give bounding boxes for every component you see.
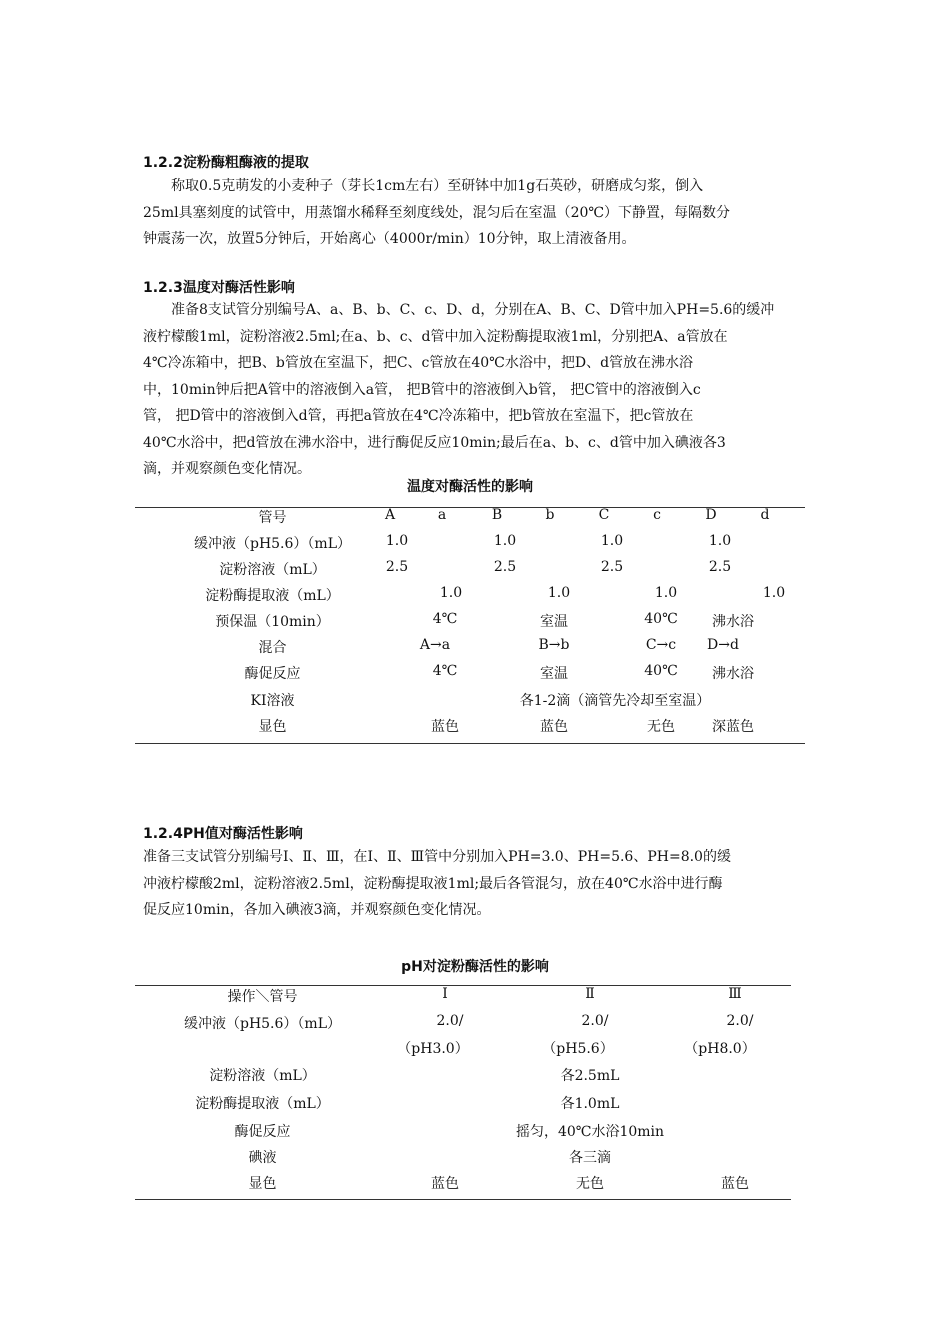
paragraph-1-2-2 bbox=[143, 173, 813, 253]
paragraph-line: 40℃水浴中，把d管放在沸水浴中，进行酶促反应10min;最后在a、b、c、d管中加入碘液各3 bbox=[143, 434, 726, 451]
table1-cell: 沸水浴 bbox=[712, 614, 754, 630]
paragraph-line: 称取0.5克萌发的小麦种子（芽长1cm左右）至研钵中加1g石英砂，研磨成匀浆，倒入 bbox=[143, 178, 704, 194]
table1-cell: 1.0 bbox=[654, 585, 678, 601]
table1-cell: 40℃ bbox=[644, 663, 678, 679]
table1-col-C: C bbox=[598, 507, 610, 523]
table2-buffer-label: 缓冲液（pH5.6）（mL） bbox=[183, 1016, 341, 1032]
table2-cell: 蓝色 bbox=[721, 1176, 749, 1192]
table1-cell: 2.5 bbox=[600, 559, 624, 575]
table1-cell: B→b bbox=[538, 637, 570, 653]
table2-cell: （pH3.0） bbox=[397, 1041, 469, 1057]
table1-cell: 1.0 bbox=[385, 533, 409, 549]
table2-caption: pH对淀粉酶活性的影响 bbox=[401, 959, 549, 975]
paragraph-line: 中，10min钟后把A管中的溶液倒入a管， 把B管中的溶液倒入b管， 把C管中的溶液倒入c bbox=[143, 381, 701, 398]
table1-cell: 2.5 bbox=[708, 559, 732, 575]
table1-cell: 无色 bbox=[647, 719, 675, 735]
table1-col-b: b bbox=[545, 507, 555, 523]
table2-enzyme-value: 各1.0mL bbox=[560, 1096, 620, 1112]
table1-col-A: A bbox=[384, 507, 396, 523]
table1-cell: D→d bbox=[707, 637, 739, 653]
paragraph-line: 管， 把D管中的溶液倒入d管，再把a管放在4℃冷冻箱中，把b管放在室温下，把c管放在 bbox=[143, 408, 694, 424]
paragraph-line: 准备8支试管分别编号A、a、B、b、C、c、D、d，分别在A、B、C、D管中加入PH=5.6的缓冲 bbox=[143, 302, 775, 318]
table1-col-a: a bbox=[437, 507, 447, 523]
table1-color-label: 显色 bbox=[258, 719, 287, 735]
table1-cell: 1.0 bbox=[762, 585, 786, 601]
table1-cell: 沸水浴 bbox=[712, 666, 754, 682]
table1-col-c: c bbox=[653, 507, 661, 523]
table2-iodine-value: 各三滴 bbox=[569, 1150, 611, 1166]
table1-cell: 室温 bbox=[540, 666, 568, 682]
table2-reaction-value: 摇匀，40℃水浴10min bbox=[515, 1124, 665, 1140]
paragraph-line: 冲液柠檬酸2ml，淀粉溶液2.5ml，淀粉酶提取液1ml;最后各管混匀，放在40℃水浴中进行酶 bbox=[143, 875, 723, 892]
table2-starch-value: 各2.5mL bbox=[560, 1068, 620, 1084]
table2-color-label: 显色 bbox=[248, 1176, 277, 1192]
table1-ki-value: 各1-2滴（滴管先冷却至室温） bbox=[519, 693, 711, 709]
paragraph-line: 准备三支试管分别编号Ⅰ、Ⅱ、Ⅲ，在Ⅰ、Ⅱ、Ⅲ管中分别加入PH=3.0、PH=5.6、PH=8.0的缓 bbox=[143, 849, 731, 865]
table1-col-D: D bbox=[705, 507, 717, 523]
table2-col-2: Ⅱ bbox=[585, 986, 595, 1002]
table2-cell: 2.0/ bbox=[726, 1013, 754, 1029]
table2-bottom-rule bbox=[135, 1199, 791, 1200]
table1-cell: 室温 bbox=[540, 614, 568, 630]
table1-cell: C→c bbox=[645, 637, 677, 653]
heading-1-2-2: 1.2.2淀粉酶粗酶液的提取 bbox=[143, 155, 309, 171]
heading-1-2-4: 1.2.4PH值对酶活性影响 bbox=[143, 826, 303, 842]
table2-col-3: Ⅲ bbox=[728, 986, 742, 1002]
table2-cell: 蓝色 bbox=[431, 1176, 459, 1192]
paragraph-line: 钟震荡一次，放置5分钟后，开始离心（4000r/min）10分钟，取上清液备用。 bbox=[143, 231, 636, 247]
table1-cell: 蓝色 bbox=[431, 719, 459, 735]
table2-iodine-label: 碘液 bbox=[248, 1150, 277, 1166]
table1-cell: 1.0 bbox=[547, 585, 571, 601]
table1-col-B: B bbox=[491, 507, 503, 523]
table1-cell: 4℃ bbox=[432, 611, 458, 627]
table1-bottom-rule bbox=[135, 743, 805, 744]
table1-cell: 2.5 bbox=[493, 559, 517, 575]
table2-header-label: 操作＼管号 bbox=[227, 989, 298, 1005]
table2-cell: 2.0/ bbox=[581, 1013, 609, 1029]
paragraph-1-2-3 bbox=[143, 297, 813, 483]
table1-buffer-label: 缓冲液（pH5.6）（mL） bbox=[193, 536, 351, 552]
table1-starch-label: 淀粉溶液（mL） bbox=[219, 562, 326, 578]
paragraph-1-2-4 bbox=[143, 844, 813, 924]
paragraph-line: 促反应10min，各加入碘液3滴，并观察颜色变化情况。 bbox=[143, 902, 491, 918]
table1-mix-label: 混合 bbox=[258, 640, 287, 656]
paragraph-line: 25ml具塞刻度的试管中，用蒸馏水稀释至刻度线处，混匀后在室温（20℃）下静置，每隔数分 bbox=[143, 204, 731, 221]
table1-cell: A→a bbox=[419, 637, 451, 653]
table2-cell: 无色 bbox=[576, 1176, 604, 1192]
table1-ki-label: KI溶液 bbox=[250, 693, 295, 709]
paragraph-line: 滴，并观察颜色变化情况。 bbox=[143, 461, 311, 477]
table2-col-1: Ⅰ bbox=[442, 986, 448, 1002]
table2-enzyme-label: 淀粉酶提取液（mL） bbox=[195, 1096, 330, 1112]
table1-caption: 温度对酶活性的影响 bbox=[407, 479, 533, 495]
table1-enzyme-label: 淀粉酶提取液（mL） bbox=[205, 588, 340, 604]
table2-cell: （pH5.6） bbox=[542, 1041, 614, 1057]
table2-cell: （pH8.0） bbox=[684, 1041, 756, 1057]
table1-header-label: 管号 bbox=[258, 510, 287, 526]
table1-cell: 1.0 bbox=[493, 533, 517, 549]
table1-col-d: d bbox=[760, 507, 770, 523]
table2-reaction-label: 酶促反应 bbox=[234, 1124, 291, 1140]
table1-cell: 深蓝色 bbox=[712, 719, 754, 735]
table1-cell: 1.0 bbox=[708, 533, 732, 549]
table1-cell: 1.0 bbox=[600, 533, 624, 549]
table2-starch-label: 淀粉溶液（mL） bbox=[209, 1068, 316, 1084]
table1-cell: 蓝色 bbox=[540, 719, 568, 735]
table1-cell: 40℃ bbox=[644, 611, 678, 627]
table1-preheat-label: 预保温（10min） bbox=[215, 614, 330, 630]
table1-cell: 2.5 bbox=[385, 559, 409, 575]
table1-cell: 1.0 bbox=[439, 585, 463, 601]
table1-reaction-label: 酶促反应 bbox=[244, 666, 301, 682]
heading-1-2-3: 1.2.3温度对酶活性影响 bbox=[143, 280, 295, 296]
table1-cell: 4℃ bbox=[432, 663, 458, 679]
paragraph-line: 4℃冷冻箱中，把B、b管放在室温下，把C、c管放在40℃水浴中，把D、d管放在沸水浴 bbox=[143, 355, 694, 371]
table2-cell: 2.0/ bbox=[436, 1013, 464, 1029]
paragraph-line: 液柠檬酸1ml，淀粉溶液2.5ml;在a、b、c、d管中加入淀粉酶提取液1ml，分别把A、a管放在 bbox=[143, 328, 728, 345]
